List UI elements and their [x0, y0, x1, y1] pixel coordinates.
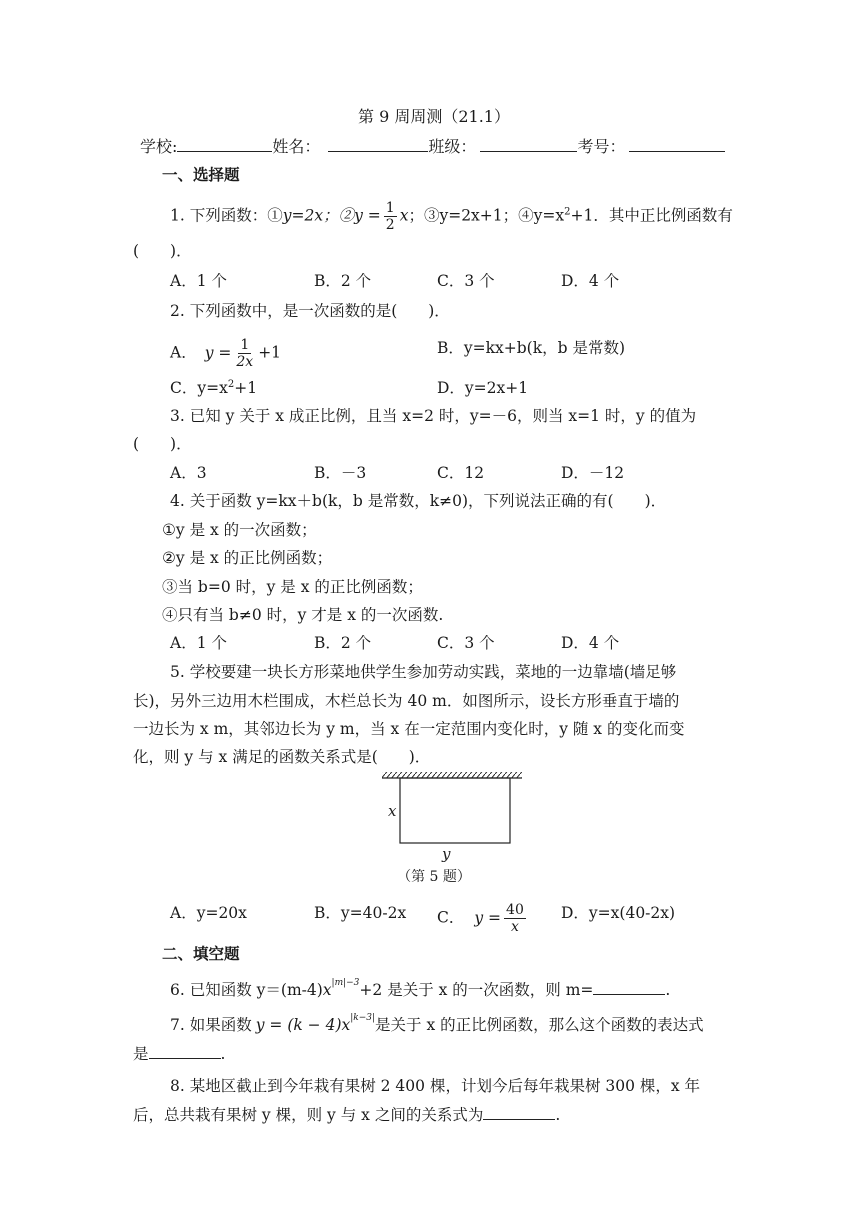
q1-option-c[interactable]: C．3 个 — [437, 272, 495, 290]
q1-number: 1. — [170, 206, 185, 225]
exam-no-label: 考号： — [577, 137, 626, 156]
section-choice-heading: 一、选择题 — [162, 166, 240, 184]
q8-stem-line-1: 8. 某地区截止到今年栽有果树 2 400 棵，计划今后每年栽果树 300 棵，x 年 — [170, 1077, 701, 1095]
garden-rectangle — [400, 778, 510, 843]
q1-option-d[interactable]: D．4 个 — [561, 272, 620, 290]
q1-f2-y: y = — [354, 206, 381, 225]
name-blank[interactable] — [328, 137, 428, 152]
q6-exponent: |m|−3 — [331, 977, 360, 988]
q1-fraction — [384, 200, 397, 233]
q1-frac-num: 1 — [385, 200, 395, 216]
q2-c-post: +1 — [234, 379, 258, 397]
q2-option-d[interactable]: D．y=2x+1 — [437, 379, 529, 397]
q7-stem — [170, 1014, 704, 1036]
q5-stem-line-4: 化，则 y 与 x 满足的函数关系式是( )． — [133, 748, 431, 766]
q2-stem: 2. 下列函数中，是一次函数的是( )． — [170, 302, 450, 320]
q1-option-a[interactable]: A．1 个 — [170, 272, 227, 290]
q4-option-d[interactable]: D．4 个 — [561, 634, 620, 652]
q1-stem — [170, 200, 733, 233]
name-label: 姓名： — [272, 137, 321, 156]
student-info-row — [140, 136, 725, 158]
q7-end: . — [220, 1045, 226, 1063]
q5-figure — [370, 768, 530, 863]
q5-figure-caption: （第 5 题） — [397, 869, 471, 885]
q5-c-fraction — [504, 902, 526, 935]
q3-option-a[interactable]: A．3 — [170, 464, 207, 482]
q1-lead: 下列函数：① — [189, 206, 283, 225]
q5-option-b[interactable]: B．y=40-2x — [314, 904, 407, 922]
q7-exponent: |k−3| — [350, 1012, 376, 1023]
q6-answer-blank[interactable] — [593, 980, 665, 995]
q5-option-d[interactable]: D．y=x(40-2x) — [561, 904, 676, 922]
q3-paren: ( )． — [133, 435, 192, 453]
q5-stem-line-3: 一边长为 x m，其邻边长为 y m，当 x 在一定范围内变化时，y 随 x 的变化而变 — [133, 720, 685, 738]
q8-answer-blank[interactable] — [483, 1105, 555, 1120]
school-blank[interactable] — [177, 137, 272, 152]
q8-end: . — [555, 1106, 561, 1124]
q6-stem — [170, 979, 670, 1001]
q3-option-b[interactable]: B．－3 — [314, 464, 367, 482]
q4-option-c[interactable]: C．3 个 — [437, 634, 495, 652]
q2-option-a[interactable] — [170, 337, 281, 370]
q5-stem-line-2: 长)，另外三边用木栏围成，木栏总长为 40 m．如图所示，设长方形垂直于墙的 — [133, 692, 680, 710]
q4-statement-4: ④只有当 b≠0 时，y 才是 x 的一次函数. — [162, 606, 444, 624]
q2-a-post: +1 — [258, 343, 282, 362]
q1-sup: 2 — [564, 206, 571, 218]
q1-f1: y=2x；② — [282, 206, 355, 225]
q3-stem: 3. 已知 y 关于 x 成正比例，且当 x=2 时，y=－6，则当 x=1 时，y 的值为 — [170, 407, 697, 425]
q5-c-num: 40 — [506, 902, 524, 918]
exam-no-blank[interactable] — [629, 137, 725, 152]
q3-option-c[interactable]: C．12 — [437, 464, 485, 482]
q1-option-b[interactable]: B．2 个 — [314, 272, 372, 290]
class-label: 班级： — [428, 137, 477, 156]
page-title: 第 9 周周测（21.1） — [358, 107, 510, 126]
fig-y-label: y — [442, 845, 451, 863]
q7-expr: y = (k − 4)x — [255, 1016, 351, 1034]
fig-x-label: x — [388, 802, 397, 820]
q5-c-den: x — [511, 919, 519, 935]
q5-stem-line-1: 5. 学校要建一块长方形菜地供学生参加劳动实践，菜地的一边靠墙(墙足够 — [170, 663, 677, 681]
school-label: 学校: — [140, 137, 178, 156]
q1-f2-x: x — [399, 206, 409, 225]
q4-option-b[interactable]: B．2 个 — [314, 634, 372, 652]
q1-frac-den: 2 — [385, 217, 395, 233]
q1-rest: ；③y=2x+1；④y=x — [408, 206, 565, 225]
q2-a-fraction — [234, 337, 255, 370]
q6-post: +2 是关于 x 的一次函数，则 m= — [359, 981, 594, 999]
section-fill-heading: 二、填空题 — [162, 945, 240, 963]
q7-answer-blank[interactable] — [149, 1044, 221, 1059]
q6-x: x — [322, 981, 332, 999]
q5-option-a[interactable]: A．y=20x — [170, 904, 247, 922]
q5-c-y: y = — [474, 908, 502, 927]
q2-a-y: y = — [204, 343, 232, 362]
q2-c-sup: 2 — [227, 378, 235, 390]
q8-stem-line-2 — [133, 1104, 560, 1126]
q1-tail: +1．其中正比例函数有 — [570, 206, 733, 225]
q8-line2-text: 后，总共栽有果树 y 棵，则 y 与 x 之间的关系式为 — [133, 1106, 484, 1124]
q5-c-label: C． — [437, 908, 465, 927]
q6-end: . — [665, 981, 671, 999]
q4-stem: 4. 关于函数 y=kx＋b(k，b 是常数，k≠0)，下列说法正确的有( )． — [170, 492, 667, 510]
class-blank[interactable] — [480, 137, 577, 152]
q2-option-c[interactable] — [170, 377, 257, 399]
q2-a-label: A． — [170, 343, 197, 362]
q2-a-den: 2x — [236, 354, 254, 370]
q7-line2-text: 是 — [133, 1045, 149, 1063]
q4-statement-2: ②y 是 x 的正比例函数； — [162, 549, 333, 567]
q4-option-a[interactable]: A．1 个 — [170, 634, 227, 652]
q7-pre: 7. 如果函数 — [170, 1016, 252, 1034]
q7-line-2 — [133, 1043, 225, 1065]
wall-hatching — [382, 772, 522, 778]
q7-post: 是关于 x 的正比例函数，那么这个函数的表达式 — [375, 1016, 704, 1034]
q3-option-d[interactable]: D．－12 — [561, 464, 625, 482]
q2-a-num: 1 — [240, 337, 250, 353]
q2-c-text: C．y=x — [170, 379, 228, 397]
q5-option-c[interactable] — [437, 902, 529, 935]
q6-pre: 6. 已知函数 y＝(m-4) — [170, 981, 323, 999]
q4-statement-3: ③当 b=0 时，y 是 x 的正比例函数； — [162, 578, 423, 596]
q2-option-b[interactable]: B．y=kx+b(k，b 是常数) — [437, 339, 626, 357]
q1-paren: ( )． — [133, 242, 192, 260]
q4-statement-1: ①y 是 x 的一次函数； — [162, 521, 317, 539]
